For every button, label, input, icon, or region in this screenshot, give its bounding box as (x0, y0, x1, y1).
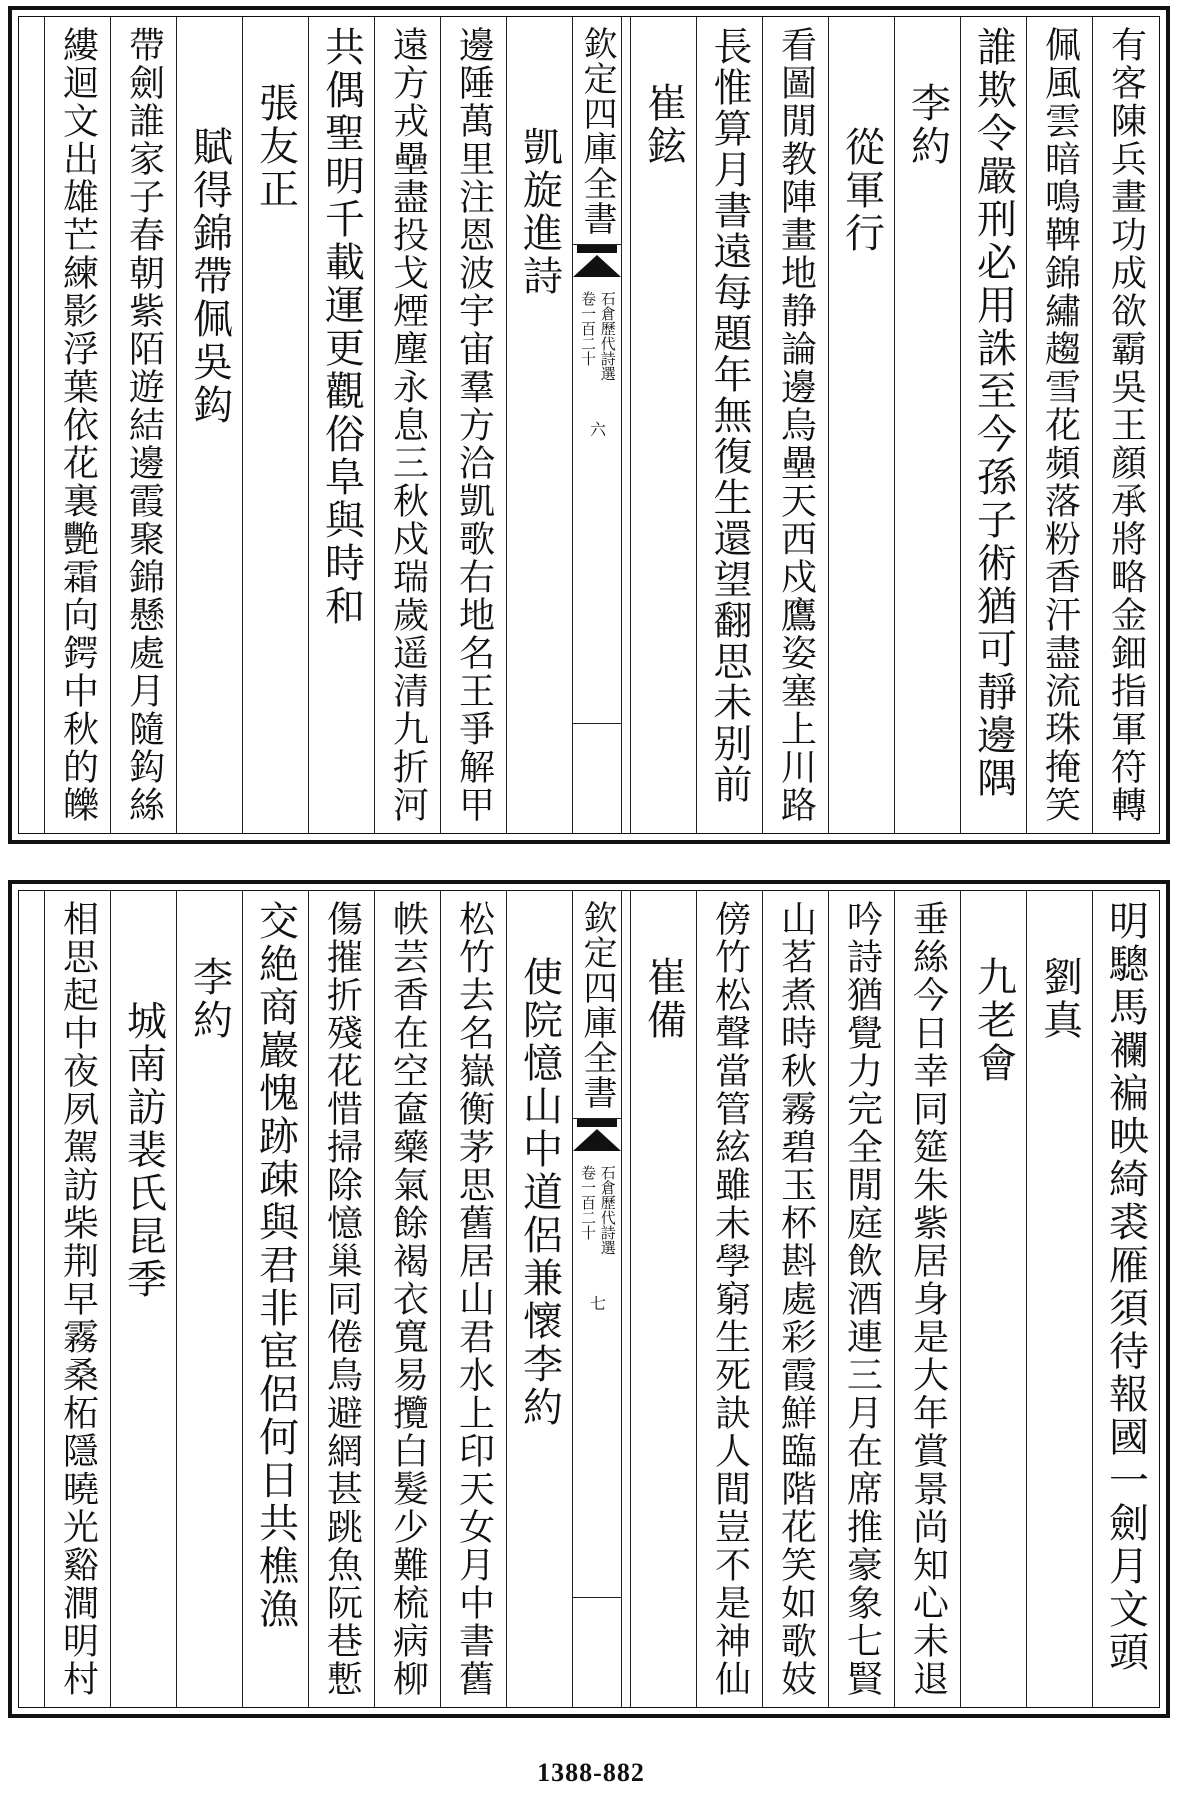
column-text (44, 16, 110, 834)
text-line: 帙芸香在空奩藥氣餘褐衣寬易攬白髮少難梳病柳 (387, 900, 429, 1698)
column-text (44, 890, 110, 1708)
book-name: 石倉歷代詩選 (598, 291, 617, 381)
column-text (308, 890, 374, 1708)
poem-title: 凱旋進詩 (516, 126, 563, 298)
page-footer-number: 1388-882 (537, 1758, 645, 1787)
center-fold (572, 890, 622, 1708)
author-name: 劉真 (1036, 956, 1083, 1042)
text-line: 縷迴文出雄芒練影浮葉依花裏艷霜向鍔中秋的皪 (57, 26, 99, 824)
author-name: 崔備 (640, 956, 687, 1042)
column-author (630, 890, 696, 1708)
text-line: 吟詩猶覺力完全閒庭飲酒連三月在席推豪象七賢 (841, 900, 883, 1698)
text-line: 有客陳兵畫功成欲霸吳王顔承將略金鈿指軍符轉 (1105, 26, 1147, 824)
column-text (374, 16, 440, 834)
author-name: 李約 (904, 82, 951, 168)
fish-tail-mark (573, 1129, 621, 1151)
text-line: 共偶聖明千載運更觀俗阜與時和 (318, 26, 365, 628)
poem-title: 從軍行 (838, 126, 885, 255)
bottom-page (8, 880, 1170, 1718)
page-number: 六 (587, 421, 607, 437)
top-page (8, 6, 1170, 844)
column-author (176, 890, 242, 1708)
column-author (242, 16, 308, 834)
volume-number: 卷一百二十 (579, 1165, 597, 1240)
column-poem-title (960, 890, 1026, 1708)
poem-title: 城南訪裴氏昆季 (120, 1000, 167, 1301)
column-author (630, 16, 696, 834)
text-line: 松竹去名嶽衡茅思舊居山君水上印天女月中書舊 (453, 900, 495, 1698)
column-text (440, 16, 506, 834)
book-info (579, 1151, 615, 1255)
text-line: 誰欺令嚴刑必用誅至今孫子術猶可靜邊隅 (970, 26, 1017, 800)
collection-title: 欽定四庫全書 (577, 900, 617, 1110)
center-fold (572, 16, 622, 834)
column-poem-title (110, 890, 176, 1708)
column-text (374, 890, 440, 1708)
text-line: 邊陲萬里注恩波宇宙羣方洽凱歌右地名王爭解甲 (453, 26, 495, 824)
text-line: 山茗煮時秋霧碧玉杯斟處彩霞鮮臨階花笑如歌妓 (775, 900, 817, 1698)
column-text (960, 16, 1026, 834)
column-author (894, 16, 960, 834)
text-line: 明驄馬襴褊映綺裘雁須待報國一劍月文頭 (1102, 900, 1149, 1674)
column-text (1092, 890, 1158, 1708)
volume-number: 卷一百二十 (579, 291, 597, 366)
text-line: 傷摧折殘花惜掃除憶巢同倦鳥避網甚跳魚阮巷慙 (321, 900, 363, 1698)
column-poem-title (176, 16, 242, 834)
column-text (440, 890, 506, 1708)
collection-title: 欽定四庫全書 (577, 26, 617, 236)
text-line: 長惟算月書遠每題年無復生還望翻思未别前 (707, 26, 752, 805)
book-info (579, 277, 615, 381)
column-text (1092, 16, 1158, 834)
column-text (762, 16, 828, 834)
fish-tail-mark (573, 255, 621, 277)
column-text (1026, 16, 1092, 834)
column-text (828, 890, 894, 1708)
column-poem-title (506, 890, 572, 1708)
text-line: 傍竹松聲當管絃雖未學窮生死訣人間豈不是神仙 (709, 900, 751, 1698)
page-number: 七 (587, 1295, 607, 1311)
text-line: 遠方戎壘盡投戈煙塵永息三秋戍瑞歲遥清九折河 (387, 26, 429, 824)
fish-tail-mark (577, 1119, 617, 1127)
column-text (894, 890, 960, 1708)
column-text (308, 16, 374, 834)
poem-title: 九老會 (970, 956, 1017, 1085)
column-text (762, 890, 828, 1708)
text-line: 帶劍誰家子春朝紫陌遊結邊霞聚錦懸處月隨鈎絲 (123, 26, 165, 824)
text-line: 相思起中夜夙駕訪柴荆早霧桑柘隱曉光谿澗明村 (57, 900, 99, 1698)
column-author (1026, 890, 1092, 1708)
author-name: 李約 (186, 956, 233, 1042)
fish-tail-mark (577, 245, 617, 253)
poem-title: 使院憶山中道侶兼懷李約 (516, 956, 563, 1429)
text-line: 交絶商巖愧跡疎與君非宦侶何日共樵漁 (252, 900, 299, 1631)
text-line: 看圖閒教陣畫地静論邊烏壘天西戍鷹姿塞上川路 (775, 26, 817, 824)
column-text (242, 890, 308, 1708)
book-name: 石倉歷代詩選 (598, 1165, 617, 1255)
column-text (696, 890, 762, 1708)
column-text (696, 16, 762, 834)
divider (573, 723, 621, 724)
text-line: 佩風雲暗鳴鞞錦繡趨雪花頻落粉香汗盡流珠掩笑 (1039, 26, 1081, 824)
poem-title: 賦得錦帶佩吳鈎 (186, 126, 233, 427)
author-name: 張友正 (252, 82, 299, 211)
column-poem-title (506, 16, 572, 834)
column-text (110, 16, 176, 834)
text-line: 垂絲今日幸同筵朱紫居身是大年賞景尚知心未退 (907, 900, 949, 1698)
author-name: 崔鉉 (640, 82, 687, 168)
divider (573, 1597, 621, 1598)
column-poem-title (828, 16, 894, 834)
